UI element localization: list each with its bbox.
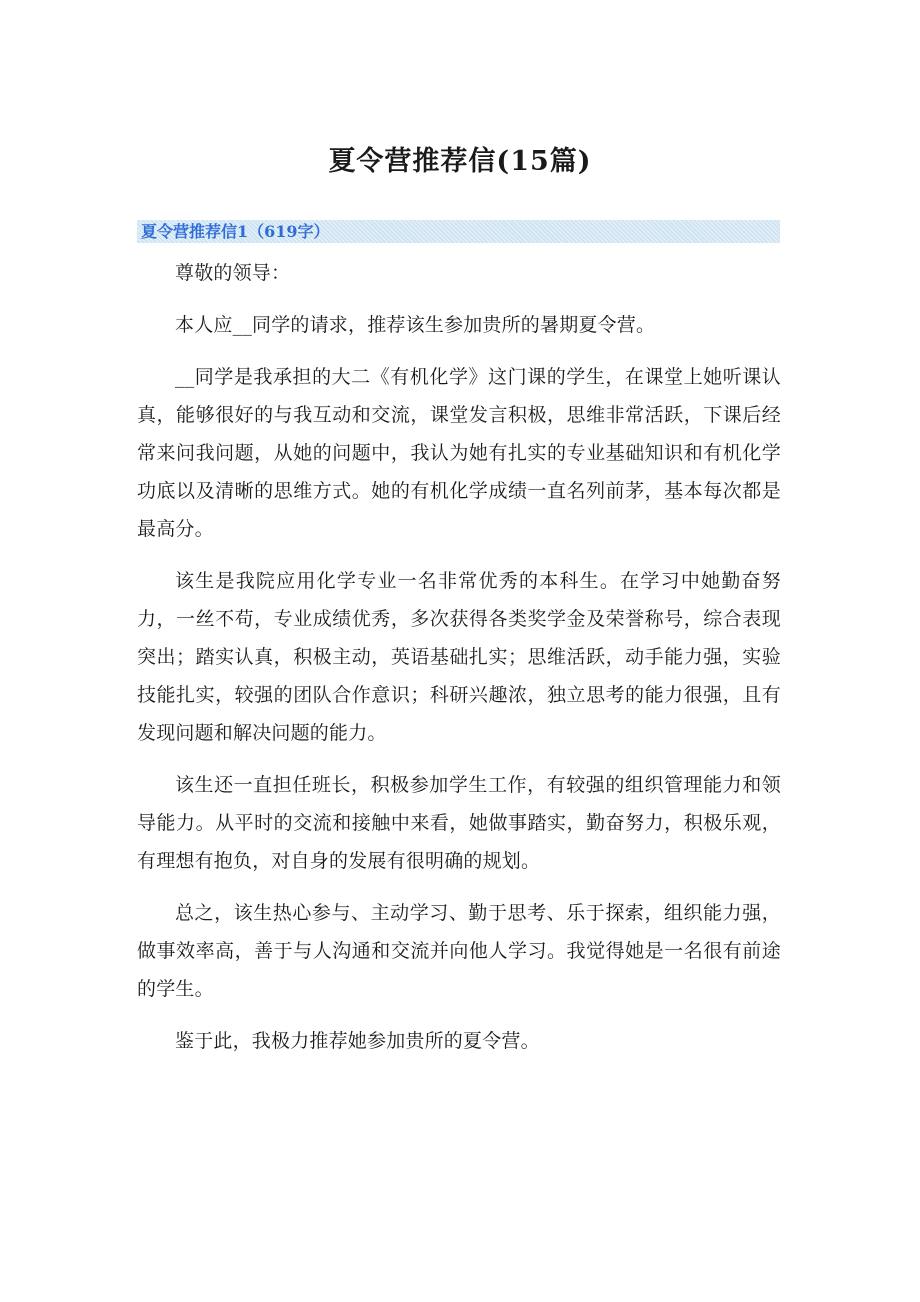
paragraph-leadership: 该生还一直担任班长，积极参加学生工作，有较强的组织管理能力和领导能力。从平时的交流和接触中来看，她做事踏实，勤奋努力，积极乐观，有理想有抱负，对自身的发展有很明确的规划。 bbox=[137, 774, 781, 872]
salutation: 尊敬的领导： bbox=[175, 262, 291, 284]
paragraph-performance: 该生是我院应用化学专业一名非常优秀的本科生。在学习中她勤奋努力，一丝不苟，专业成绩优秀，多次获得各类奖学金及荣誉称号，综合表现突出；踏实认真，积极主动，英语基础扎实；思维活跃，动手能力强，实验技能扎实，较强的团队合作意识；科研兴趣浓，独立思考的能力很强，且有发现问题和解决问题的能力。 bbox=[137, 570, 781, 744]
section-heading: 夏令营推荐信1（619字） bbox=[137, 220, 780, 243]
letter-body bbox=[137, 254, 781, 1074]
paragraph-summary: 总之，该生热心参与、主动学习、勤于思考、乐于探索，组织能力强，做事效率高，善于与人沟通和交流并向他人学习。我觉得她是一名很有前途的学生。 bbox=[137, 902, 781, 1000]
paragraph-course: __同学是我承担的大二《有机化学》这门课的学生，在课堂上她听课认真，能够很好的与我互动和交流，课堂发言积极，思维非常活跃，下课后经常来问我问题，从她的问题中，我认为她有扎实的专业基础知识和有机化学功底以及清晰的思维方式。她的有机化学成绩一直名列前茅，基本每次都是最高分。 bbox=[137, 366, 781, 540]
paragraph-request: 本人应__同学的请求，推荐该生参加贵所的暑期夏令营。 bbox=[175, 314, 656, 336]
paragraph-recommendation: 鉴于此，我极力推荐她参加贵所的夏令营。 bbox=[175, 1030, 540, 1052]
document-title: 夏令营推荐信(15篇) bbox=[328, 146, 592, 177]
